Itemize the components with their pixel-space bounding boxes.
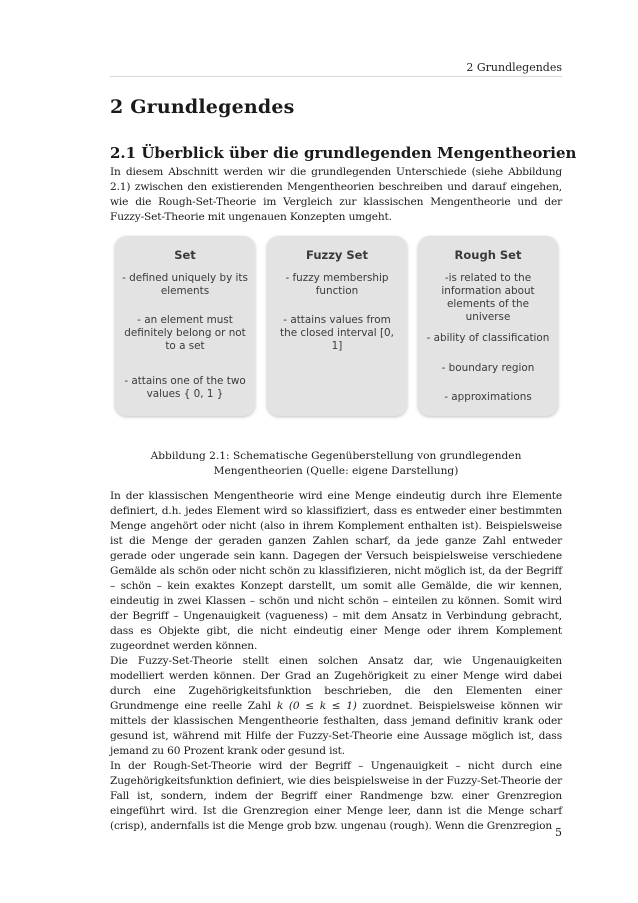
figure-set-comparison [110,232,564,422]
fuzzy-set-box-title: Fuzzy Set [306,248,368,262]
membership-formula: k (0 ≤ k ≤ 1) [276,700,357,712]
figure-caption-line: Abbildung 2.1: Schematische Gegenüberstellung von grundlegenden [150,450,522,462]
rough-set-box-title: Rough Set [454,248,522,262]
set-box [115,236,255,416]
rough-set-box-item: -is related to the information about elements of the universe [441,272,535,323]
set-box-item: - attains one of the two values { 0, 1 } [124,375,246,400]
running-header: 2 Grundlegendes [466,61,562,74]
rough-set-box [418,236,558,416]
body-text [110,489,562,834]
rough-set-box-item: - approximations [444,391,532,403]
page-number: 5 [555,826,562,839]
fuzzy-set-box-item: - fuzzy membership function [285,272,389,297]
fuzzy-set-box-item: - attains values from the closed interval [0, 1] [280,314,394,352]
rough-set-box-item: - ability of classification [426,332,550,344]
set-box-item: - an element must definitely belong or not to a set [124,314,246,352]
body-paragraph: In der klassischen Mengentheorie wird eine Menge eindeutig durch ihre Elemente definiert, d.h. jedes Element wird so klassifiziert, dass es entweder einer bestimmten Menge angehört oder nicht (also in ihrem Komplement enthalten ist). Beispielsweise ist die Menge der geraden ganzen Zahlen scharf, da jede ganze Zahl entweder gerade oder ungerade sein kann. Dagegen der Versuch beispielsweise verschiedene Gemälde als schön oder nicht schön zu klassifizieren, nicht möglich ist, da der Begriff – schön – kein exaktes Konzept darstellt, um somit alle Gemälde, die wir kennen, eindeutig in zwei Klassen – schön und nicht schön – einteilen zu können. Somit wird der Begriff – Ungenauigkeit (vagueness) – mit dem Ansatz in Verbindung gebracht, dass es Objekte gibt, die nicht eindeutig einer Menge oder ihrem Komplement zugeordnet werden können. [110,490,562,652]
fuzzy-set-box [267,236,407,416]
figure-caption [150,449,522,479]
set-box-title: Set [174,248,196,262]
section-title: 2.1 Überblick über die grundlegenden Mengentheorien [110,144,577,162]
body-paragraph: In der Rough-Set-Theorie wird der Begriff – Ungenauigkeit – nicht durch eine Zugehörigkeitsfunktion definiert, wie dies beispielsweise in der Fuzzy-Set-Theorie der Fall ist, sondern, indem der Begriff einer Randmenge bzw. einer Grenzregion eingeführt wird. Ist die Grenzregion einer Menge leer, dann ist die Menge scharf (crisp), andernfalls ist die Menge grob bzw. ungenau (rough). Wenn die Grenzregion [110,760,562,832]
rough-set-box-item: - boundary region [441,362,535,374]
set-box-item: - defined uniquely by its elements [122,272,248,297]
header-divider [110,76,562,77]
chapter-title: 2 Grundlegendes [110,96,295,118]
intro-paragraph: In diesem Abschnitt werden wir die grundlegenden Unterschiede (siehe Abbildung 2.1) zwischen den existierenden Mengentheorien beschreiben und darauf eingehen, wie die Rough-Set-Theorie im Vergleich zur klassischen Mengentheorie und der Fuzzy-Set-Theorie mit ungenauen Konzepten umgeht. [110,166,562,223]
figure-caption-line: Mengentheorien (Quelle: eigene Darstellung) [213,465,459,477]
body-text-run: zuordnet. Beispielsweise können wir mittels der klassischen Mengentheorie festhalten, dass jemand definitiv krank oder gesund ist, während mit Hilfe der Fuzzy-Set-Theorie eine Aussage möglich ist, dass jemand zu 60 Prozent krank oder gesund ist. [110,700,562,757]
body-paragraph [110,654,562,759]
body-text-run: Die Fuzzy-Set-Theorie stellt einen solchen Ansatz dar, wie Ungenauigkeiten modelliert werden können. Der Grad an Zugehörigkeit zu einer Menge wird dabei durch eine Zugehörigkeitsfunktion beschrieben, die den Elementen einer Grundmenge eine reelle Zahl [110,655,562,712]
